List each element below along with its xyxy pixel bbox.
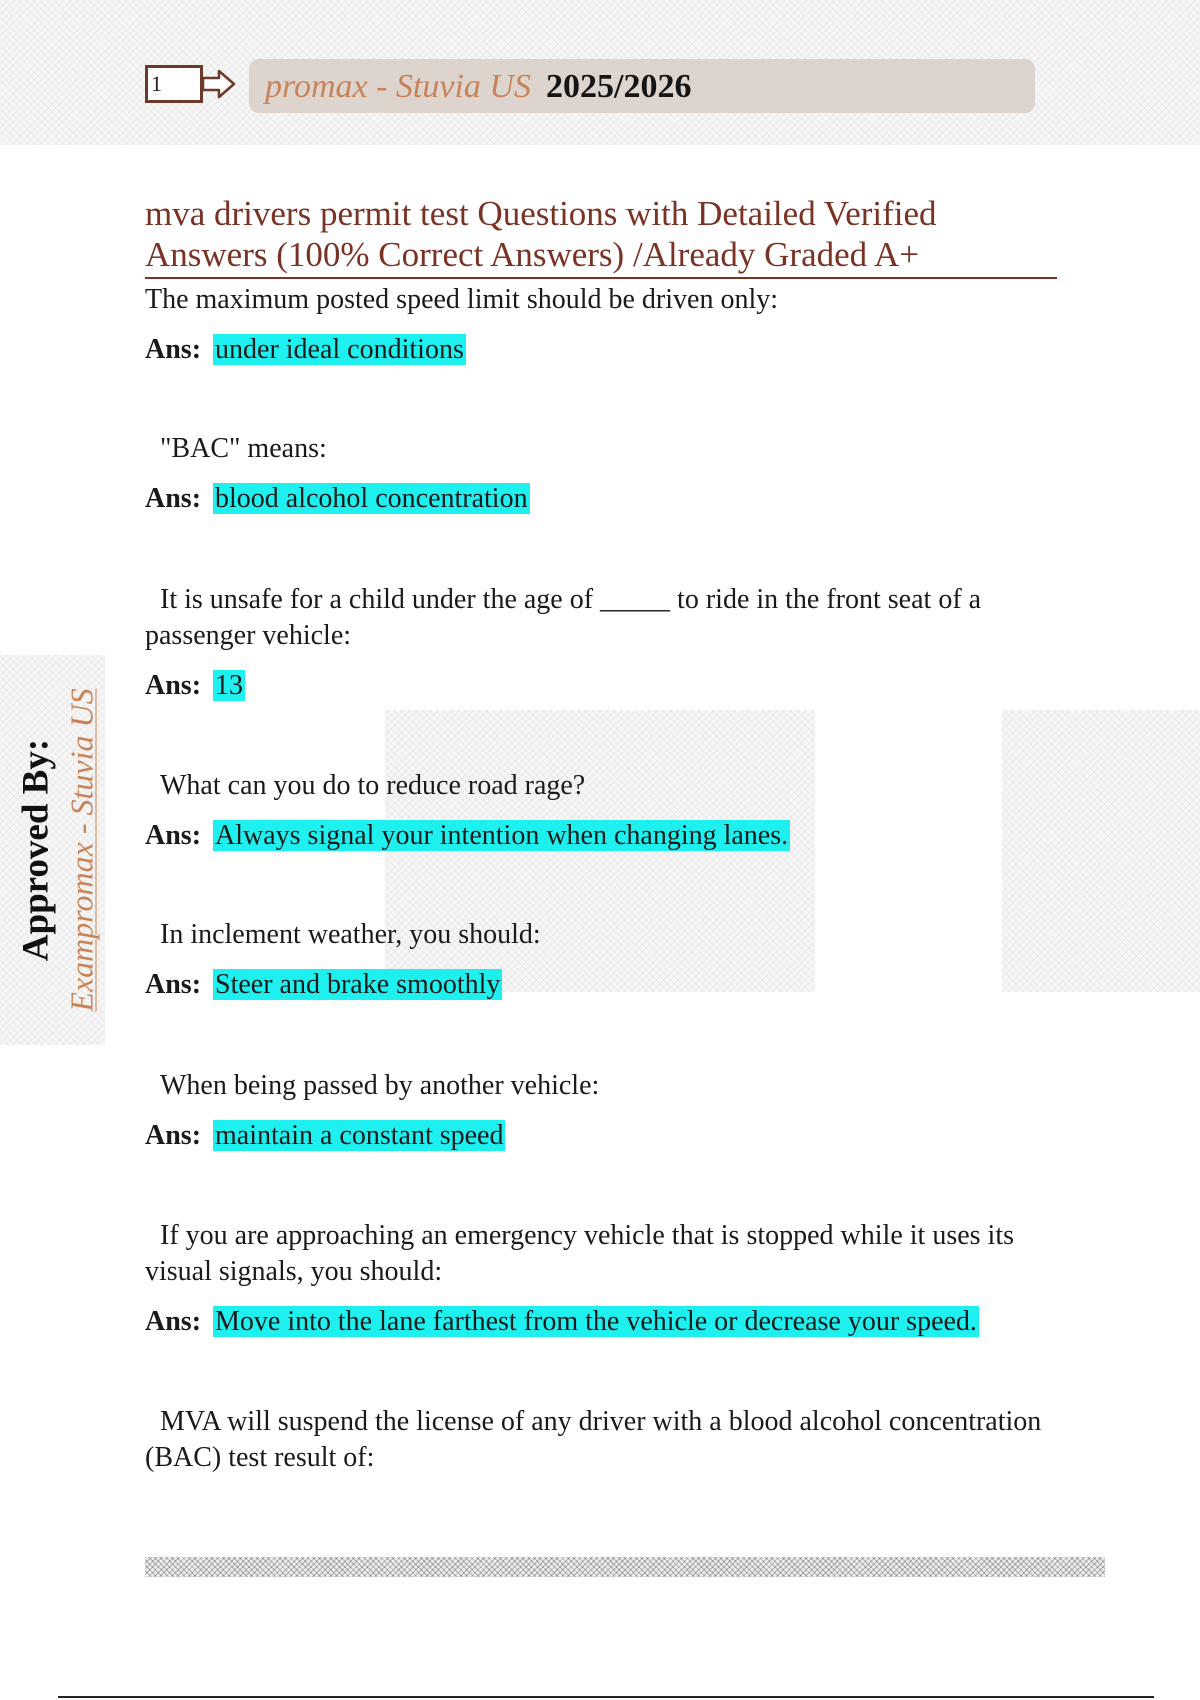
question-text: "BAC" means: [160,433,327,464]
header-year: 2025/2026 [546,68,692,105]
answer-highlight: Steer and brake smoothly [215,969,501,1000]
answer-highlight: Always signal your intention when changing lanes. [215,820,789,851]
question-text: It is unsafe for a child under the age of _____ to ride in the front seat of a passenger vehicle: [145,584,982,651]
answer-row [145,1304,1045,1340]
answer-row [145,668,1045,704]
answer-highlight: maintain a constant speed [215,1120,504,1151]
header-brand: promax - Stuvia US [265,68,531,105]
answer-label: Ans: [145,670,202,701]
approved-by-label: Approved By: [15,738,57,962]
page-number: 1 [145,65,203,103]
question-text: In inclement weather, you should: [160,919,541,950]
question-text: What can you do to reduce road rage? [160,770,586,801]
answer-highlight: blood alcohol concentration [215,483,528,514]
question-text: If you are approaching an emergency vehicle that is stopped while it uses its visual signals, you should: [145,1220,1014,1287]
qa-item-4 [145,768,1045,854]
qa-item-2 [145,431,1045,517]
answer-row [145,481,1045,517]
footer-divider [145,1557,1105,1577]
qa-item-1 [145,282,1045,368]
qa-item-3 [145,582,1045,704]
answer-label: Ans: [145,820,202,851]
qa-item-6 [145,1068,1045,1154]
answer-label: Ans: [145,1120,202,1151]
answer-highlight: 13 [215,670,244,701]
answer-row [145,332,1045,368]
answer-highlight: under ideal conditions [215,334,464,365]
answer-row [145,818,1045,854]
stamp-brand-link[interactable]: Exampromax - Stuvia US [63,688,100,1012]
answer-label: Ans: [145,969,202,1000]
qa-item-8 [145,1404,1045,1476]
answer-row [145,1118,1045,1154]
answer-row [145,967,1045,1003]
question-text: The maximum posted speed limit should be driven only: [145,284,779,315]
answer-label: Ans: [145,1306,202,1337]
question-text: MVA will suspend the license of any driver with a blood alcohol concentration (BAC) test result of: [145,1406,1042,1473]
bottom-rule [58,1696,1154,1698]
qa-item-7 [145,1218,1045,1340]
answer-highlight: Move into the lane farthest from the vehicle or decrease your speed. [215,1306,977,1337]
arrow-right-icon [201,68,237,100]
question-text: When being passed by another vehicle: [160,1070,600,1101]
answer-label: Ans: [145,334,202,365]
qa-item-5 [145,917,1045,1003]
answer-label: Ans: [145,483,202,514]
document-title: mva drivers permit test Questions with Detailed Verified Answers (100% Correct Answers) /Already Graded A+ [145,193,1057,279]
